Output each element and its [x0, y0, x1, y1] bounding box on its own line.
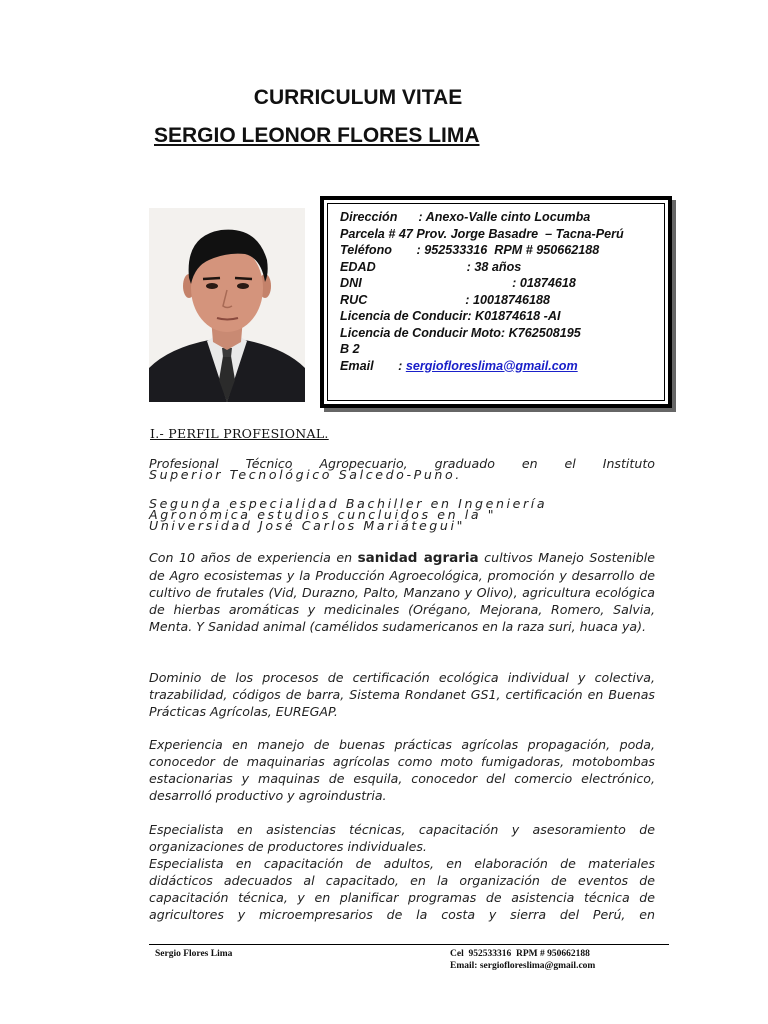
telefono-label: Teléfono: [340, 243, 393, 257]
paragraph-second-specialty: [149, 498, 655, 531]
edad-value: : 38 años: [466, 259, 522, 274]
ruc-value: : 10018746188: [465, 292, 551, 307]
paragraph-practices: Experiencia en manejo de buenas prácticas agrícolas propagación, poda, conocedor de maquinarias agrícolas como moto fumigadoras, motobombas estacionarias y maquinas de esquila, conocedor del comercio electrónico, desarrolló productivo y agroindustria.: [149, 737, 655, 803]
ruc-label: RUC: [340, 292, 368, 307]
paragraph-adult-training: Especialista en capacitación de adultos, en elaboración de materiales didácticos adecuados al capacitado, en la organización de eventos de capacitación técnica, y en planificar programas de asistencia técnica de agricultores y microempresarios de la costa y sierra del Perú, en: [149, 856, 655, 922]
direccion-label: Dirección: [340, 210, 398, 224]
dni-value: : 01874618: [512, 276, 576, 290]
contact-info-box: [320, 196, 672, 408]
footer-cel: Cel 952533316 RPM # 950662188: [450, 949, 590, 959]
licencia-line: Licencia de Conducir: K01874618 -AI: [340, 309, 561, 323]
paragraph-specialty-line2: Agronómica estudios cuncluidos en la ": [149, 507, 497, 522]
experience-intro: Con 10 años de experiencia en: [149, 550, 358, 565]
email-separator: :: [398, 358, 406, 373]
paragraph-graduation: [149, 458, 655, 480]
paragraph-technical-assistance: Especialista en asistencias técnicas, capacitación y asesoramiento de organizaciones de productores individuales.: [149, 822, 655, 854]
dni-label: DNI: [340, 276, 362, 290]
paragraph-specialty-line1: Segunda especialidad Bachiller en Ingeniería: [149, 496, 548, 511]
paragraph-graduation-line2: Superior Tecnológico Salcedo-Puno.: [149, 467, 462, 482]
portrait-illustration: [149, 208, 305, 402]
experience-rest: cultivos Manejo Sostenible de Agro ecosistemas y la Producción Agroecológica, promoción y desarrollo de cultivo de frutales (Vid, Durazno, Palto, Manzano y Olivo), agricultura ecológica de hierbas aromáticas y medicinales (Orégano, Mejorana, Romero, Salvia, Menta. Y Sanidad animal (camélidos sudamericanos en la raza suri, huaca ya).: [149, 550, 655, 634]
paragraph-specialty-line3: Universidad José Carlos Mariátegui": [149, 518, 465, 533]
email-link[interactable]: sergiofloreslima@gmail.com: [405, 358, 578, 373]
paragraph-certification: Dominio de los procesos de certificación ecológica individual y colectiva, trazabilidad, códigos de barra, Sistema Rondanet GS1, certificación en Buenas Prácticas Agrícolas, EUREGAP.: [149, 670, 655, 719]
paragraph-graduation-line1: Profesional Técnico Agropecuario, graduado en el Instituto: [149, 456, 655, 471]
telefono-value: : 952533316 RPM # 950662188: [416, 243, 600, 257]
footer-author: Sergio Flores Lima: [155, 949, 233, 959]
parcela-line: Parcela # 47 Prov. Jorge Basadre – Tacna-Perú: [340, 226, 624, 241]
direccion-value: : Anexo-Valle cinto Locumba: [418, 210, 591, 224]
contact-info-text: [340, 209, 662, 374]
experience-highlight: sanidad agraria: [357, 550, 479, 566]
profile-photo: [149, 208, 305, 402]
b2-line: B 2: [340, 342, 360, 356]
footer-email: Email: sergiofloreslima@gmail.com: [450, 961, 596, 971]
candidate-name: SERGIO LEONOR FLORES LIMA: [154, 124, 480, 147]
footer-contact: [450, 948, 595, 972]
document-title: CURRICULUM VITAE: [253, 86, 463, 109]
edad-label: EDAD: [340, 259, 376, 274]
footer-divider: [149, 944, 669, 945]
licencia-moto-line: Licencia de Conducir Moto: K762508195: [340, 325, 581, 340]
email-label: Email: [340, 358, 374, 373]
paragraph-experience: [149, 549, 655, 635]
section-heading-perfil: I.- PERFIL PROFESIONAL.: [150, 426, 329, 441]
